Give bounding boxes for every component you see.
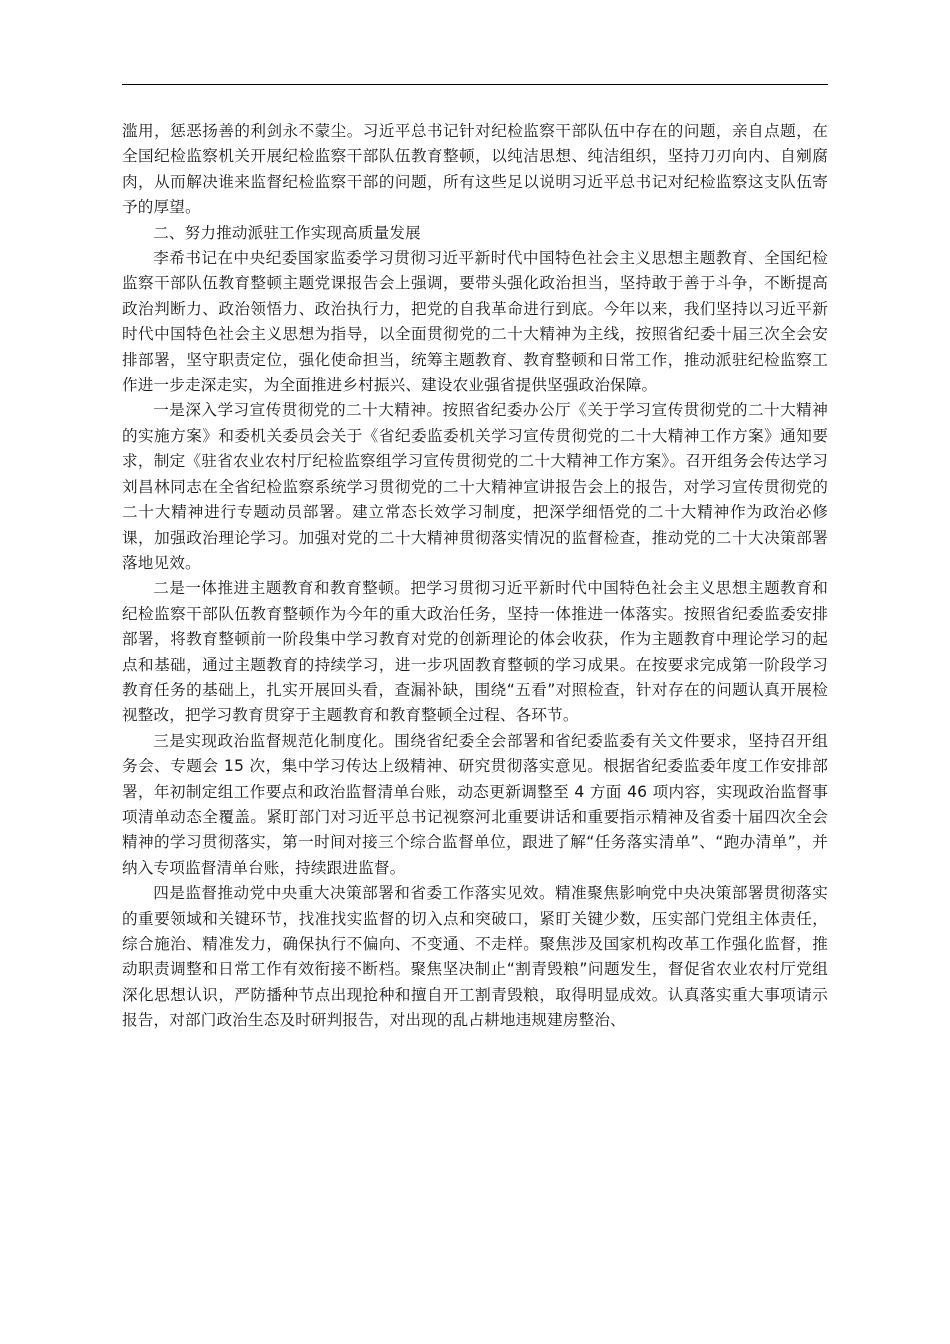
- header-rule: [122, 84, 828, 85]
- paragraph-intro: 李希书记在中央纪委国家监委学习贯彻习近平新时代中国特色社会主义思想主题教育、全国纪检监察干部队伍教育整顿主题党课报告会上强调，要带头强化政治担当，坚持敢于善于斗争，不断提高政治判断力、政治领悟力、政治执行力，把党的自我革命进行到底。今年以来，我们坚持以习近平新时代中国特色社会主义思想为指导，以全面贯彻党的二十大精神为主线，按照省纪委十届三次全会安排部署，坚守职责定位，强化使命担当，统筹主题教育、教育整顿和日常工作，推动派驻纪检监察工作进一步走深走实，为全面推进乡村振兴、建设农业强省提供坚强政治保障。: [122, 249, 828, 395]
- paragraph-1-continuation: 滥用，惩恶扬善的利剑永不蒙尘。习近平总书记针对纪检监察干部队伍中存在的问题，亲自点题，在全国纪检监察机关开展纪检监察干部队伍教育整顿，以纯洁思想、纯洁组织，坚持刀刃向内、自剜腐肉，从而解决谁来监督纪检监察干部的问题，所有这些足以说明习近平总书记对纪检监察这支队伍寄予的厚望。: [122, 122, 828, 217]
- document-body: [122, 119, 828, 1034]
- paragraph-point-2: 二是一体推进主题教育和教育整顿。把学习贯彻习近平新时代中国特色社会主义思想主题教育和纪检监察干部队伍教育整顿作为今年的重大政治任务，坚持一体推进一体落实。按照省纪委监委安排部署，将教育整顿前一阶段集中学习教育对党的创新理论的体会收获，作为主题教育中理论学习的起点和基础，通过主题教育的持续学习，进一步巩固教育整顿的学习成果。在按要求完成第一阶段学习教育任务的基础上，扎实开展回头看，查漏补缺，围绕“五看”对照检查，针对存在的问题认真开展检视整改，把学习教育贯穿于主题教育和教育整顿全过程、各环节。: [122, 579, 828, 725]
- paragraph-point-3: 三是实现政治监督规范化制度化。围绕省纪委全会部署和省纪委监委有关文件要求，坚持召开组务会、专题会 15 次，集中学习传达上级精神、研究贯彻落实意见。根据省纪委监委年度工作安排部署，年初制定组工作要点和政治监督清单台账，动态更新调整至 4 方面 46 项内容，实现政治监督事项清单动态全覆盖。紧盯部门对习近平总书记视察河北重要讲话和重要指示精神及省委十届四次全会精神的学习贯彻落实，第一时间对接三个综合监督单位，跟进了解“任务落实清单”、“跑办清单”，并纳入专项监督清单台账，持续跟进监督。: [122, 731, 828, 877]
- paragraph-point-4: 四是监督推动党中央重大决策部署和省委工作落实见效。精准聚焦影响党中央决策部署贯彻落实的重要领域和关键环节，找准找实监督的切入点和突破口，紧盯关键少数，压实部门党组主体责任，综合施治、精准发力，确保执行不偏向、不变通、不走样。聚焦涉及国家机构改革工作强化监督，推动职责调整和日常工作有效衔接不断档。聚焦坚决制止“割青毁粮”问题发生，督促省农业农村厅党组深化思想认识，严防播种节点出现抢种和擅自开工割青毁粮，取得明显成效。认真落实重大事项请示报告，对部门政治生态及时研判报告，对出现的乱占耕地违规建房整治、: [122, 884, 828, 1030]
- section-heading: 二、努力推动派驻工作实现高质量发展: [153, 223, 421, 242]
- paragraph-point-1: 一是深入学习宣传贯彻党的二十大精神。按照省纪委办公厅《关于学习宣传贯彻党的二十大精神的实施方案》和委机关委员会关于《省纪委监委机关学习宣传贯彻党的二十大精神工作方案》通知要求，制定《驻省农业农村厅纪检监察组学习宣传贯彻党的二十大精神工作方案》。召开组务会传达学习刘昌林同志在全省纪检监察系统学习贯彻党的二十大精神宣讲报告会上的报告，对学习宣传贯彻党的二十大精神进行专题动员部署。建立常态长效学习制度，把深学细悟党的二十大精神作为政治必修课，加强政治理论学习。加强对党的二十大精神贯彻落实情况的监督检查，推动党的二十大决策部署落地见效。: [122, 401, 828, 572]
